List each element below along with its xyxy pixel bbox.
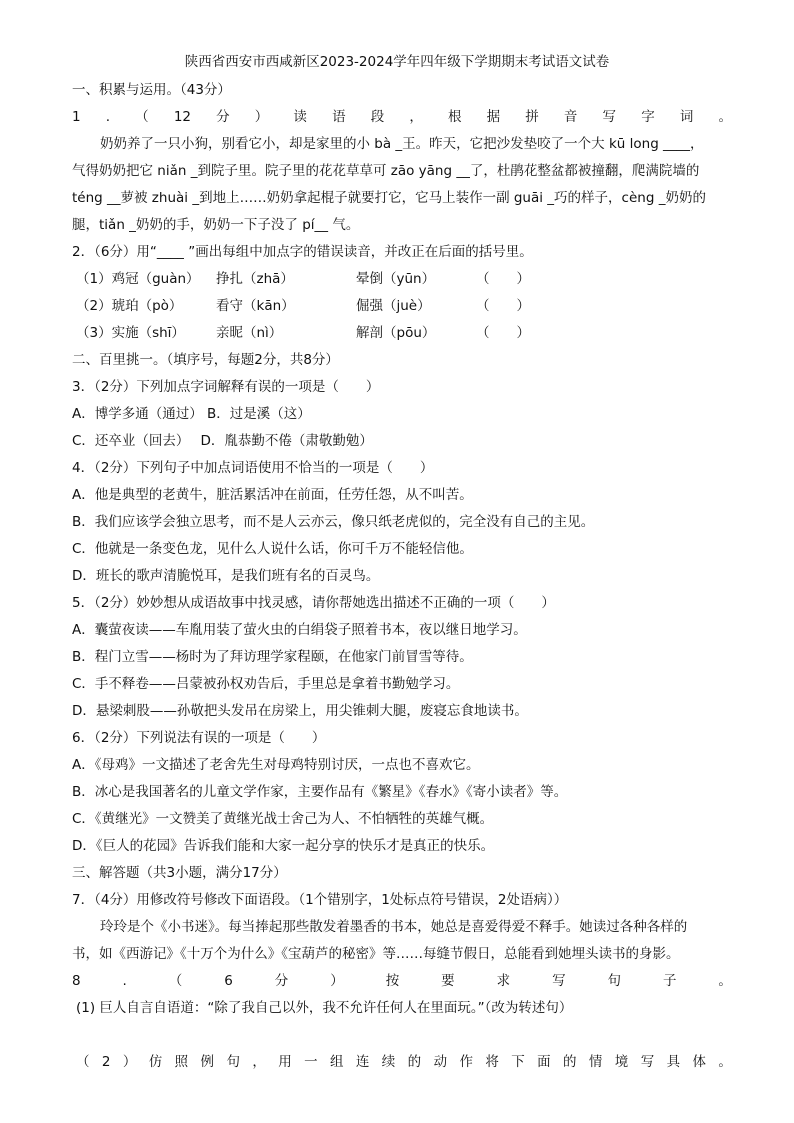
q1-passage-line: 奶奶养了一只小狗，别看它小，却是家里的小 bà _王。昨天，它把沙发垫咬了一个大 kū long ____， (100, 136, 704, 152)
q8-sub2-char: 一 (304, 1054, 318, 1070)
q1-heading-char: （ (135, 109, 149, 125)
q8-heading-char: 按 (385, 973, 400, 989)
q8-sub2-char: （ (76, 1054, 90, 1070)
q4-heading: 4．（2分）下列句子中加点词语使用不恰当的一项是（ ） (72, 460, 434, 476)
q6-heading: 6．（2分）下列说法有误的一项是（ ） (72, 730, 326, 746)
q1-heading (72, 107, 732, 127)
q1-heading-char: 词 (679, 109, 694, 125)
q8-heading-char: （ (168, 973, 183, 989)
q3-option: C．还卒业（回去） D．胤恭勤不倦（肃敬勤勉） (72, 433, 373, 449)
q8-sub2-char: 用 (278, 1054, 292, 1070)
q2-heading: 2．（6分）用“____ ”画出每组中加点字的错误读音，并改正在后面的括号里。 (72, 244, 533, 260)
q2-item: 亲昵（nì） (216, 325, 283, 341)
q4-option: C．他就是一条变色龙，见什么人说什么话，你可千万不能轻信他。 (72, 541, 473, 557)
q8-heading-char: 求 (496, 973, 511, 989)
q8-heading (72, 971, 732, 991)
q8-subquestion-1: (1) 巨人自言自语道：“除了我自己以外，我不允许任何人在里面玩。”（改为转述句） (76, 1000, 573, 1016)
q2-row (76, 323, 732, 343)
q1-heading-char: ） (254, 109, 269, 125)
q4-option: B．我们应该学会独立思考，而不是人云亦云，像只纸老虎似的，完全没有自己的主见。 (72, 514, 595, 530)
q8-heading-char: 分 (274, 973, 289, 989)
page-title: 陕西省西安市西咸新区2023-2024学年四年级下学期期末考试语文试卷 (184, 54, 610, 70)
q8-subquestion-2 (76, 1052, 732, 1072)
q1-passage-line: 腿，tiǎn _奶奶的手，奶奶一下子没了 pí__ 气。 (72, 217, 360, 233)
q6-option: C．《黄继光》一文赞美了黄继光战士舍己为人、不怕牺牲的英雄气概。 (72, 811, 494, 827)
q1-heading-char: 写 (602, 109, 617, 125)
q1-passage-line: 气得奶奶把它 niǎn _到院子里。院子里的花花草草可 zāo yāng __了，杜鹃花整盆都被撞翻，爬满院墙的 (72, 163, 700, 179)
q8-sub2-char: 作 (459, 1054, 473, 1070)
section-1-heading: 一、积累与运用。（43分） (72, 82, 231, 98)
q8-heading-char: 8 (72, 973, 81, 989)
q8-sub2-char: 的 (407, 1054, 422, 1070)
q5-option: C．手不释卷——吕蒙被孙权劝告后，手里总是拿着书勤勉学习。 (72, 676, 460, 692)
q2-answer-blank: （ ） (476, 298, 530, 314)
q2-item: 晕倒（yūn） (356, 271, 436, 287)
q1-heading-char: 段 (370, 109, 385, 125)
q8-sub2-char: 具 (666, 1054, 681, 1070)
q8-sub2-char: 体 (692, 1054, 706, 1070)
q1-heading-char: 音 (563, 109, 578, 125)
q8-sub2-char: 连 (355, 1054, 370, 1070)
q8-sub2-char: 下 (511, 1054, 525, 1070)
q6-option: A．《母鸡》一文描述了老舍先生对母鸡特别讨厌，一点也不喜欢它。 (72, 757, 480, 773)
q8-heading-char: 。 (718, 973, 732, 989)
q8-sub2-char: 句 (226, 1054, 240, 1070)
q1-heading-char: 读 (293, 109, 307, 125)
section-2-heading: 二、百里挑一。（填序号，每题2分，共8分） (72, 352, 339, 368)
q8-heading-char: 子 (662, 973, 677, 989)
q8-heading-char: 写 (552, 973, 566, 989)
q1-heading-char: 语 (332, 109, 346, 125)
q4-option: A．他是典型的老黄牛，脏活累活冲在前面，任劳任怨，从不叫苦。 (72, 487, 473, 503)
q2-item: 看守（kān） (216, 298, 295, 314)
q8-sub2-char: 的 (563, 1054, 577, 1070)
q8-sub2-char: 。 (718, 1054, 732, 1070)
q8-sub2-char: ， (252, 1054, 266, 1070)
q1-heading-char: 拼 (525, 109, 539, 125)
q7-passage-line: 书，如《西游记》《十万个为什么》《宝葫芦的秘密》等……每缝节假日，总能看到她埋头读书的身影。 (72, 946, 680, 962)
q4-option: D．班长的歌声清脆悦耳，是我们班有名的百灵鸟。 (72, 568, 380, 584)
q1-heading-char: 据 (486, 109, 501, 125)
q8-heading-char: ） (330, 973, 344, 989)
q6-option: B．冰心是我国著名的儿童文学作家，主要作品有《繁星》《春水》《寄小读者》等。 (72, 784, 568, 800)
q2-item: 倔强（juè） (356, 298, 431, 314)
q2-answer-blank: （ ） (476, 271, 530, 287)
q8-sub2-char: 面 (537, 1054, 551, 1070)
q2-row (76, 269, 732, 289)
q1-heading-char: 1 (72, 109, 81, 125)
q8-sub2-char: 动 (433, 1054, 448, 1070)
q2-item: （3）实施（shī） (76, 325, 185, 341)
q1-heading-char: 。 (718, 109, 732, 125)
q8-sub2-char: 2 (101, 1054, 111, 1070)
section-3-heading: 三、解答题（共3小题，满分17分） (72, 865, 287, 881)
q2-item: （2）琥珀（pò） (76, 298, 183, 314)
q8-heading-char: . (122, 973, 127, 989)
q1-heading-char: 根 (447, 109, 462, 125)
q1-heading-char: 字 (641, 109, 655, 125)
q8-sub2-char: 照 (174, 1054, 189, 1070)
q8-sub2-char: 续 (381, 1054, 396, 1070)
q1-heading-char: 12 (173, 109, 191, 125)
q8-sub2-char: 写 (640, 1054, 655, 1070)
q2-row (76, 296, 732, 316)
q5-option: D．悬梁刺股——孙敬把头发吊在房梁上，用尖锥刺大腿，废寝忘食地读书。 (72, 703, 528, 719)
q5-option: A．囊萤夜读——车胤用装了萤火虫的白绢袋子照着书本，夜以继日地学习。 (72, 622, 527, 638)
q7-passage-line: 玲玲是个《小书迷》。每当捧起那些散发着墨香的书本，她总是喜爱得爱不释手。她读过各种各样的 (100, 919, 688, 935)
q5-option: B．程门立雪——杨时为了拜访理学家程颐，在他家门前冒雪等待。 (72, 649, 473, 665)
q2-item: 挣扎（zhā） (216, 271, 294, 287)
q8-heading-char: 句 (607, 973, 622, 989)
q5-heading: 5．（2分）妙妙想从成语故事中找灵感，请你帮她选出描述不正确的一项（ ） (72, 595, 555, 611)
q8-heading-char: 6 (224, 973, 233, 989)
q8-sub2-char: 将 (485, 1054, 499, 1070)
q1-heading-char: . (105, 109, 111, 125)
q2-item: 解剖（pōu） (356, 325, 436, 341)
q8-sub2-char: 例 (200, 1054, 215, 1070)
q8-sub2-char: ） (122, 1054, 137, 1070)
q7-heading: 7．（4分）用修改符号修改下面语段。（1个错别字，1处标点符号错误，2处语病）） (72, 892, 568, 908)
q2-item: （1）鸡冠（guàn） (76, 271, 200, 287)
q1-passage-line: téng __萝被 zhuài _到地上……奶奶拿起棍子就要打它，它马上装作一副 guāi _巧的样子，cèng _奶奶的 (72, 190, 706, 206)
q3-option: A．博学多通（通过） B．过是溪（这） (72, 406, 311, 422)
q2-answer-blank: （ ） (476, 325, 530, 341)
q8-heading-char: 要 (441, 973, 455, 989)
q1-heading-char: 分 (216, 109, 230, 125)
q1-heading-char: ， (409, 109, 423, 125)
q8-sub2-char: 仿 (148, 1054, 163, 1070)
q6-option: D．《巨人的花园》告诉我们能和大家一起分享的快乐才是真正的快乐。 (72, 838, 495, 854)
q8-sub2-char: 组 (330, 1054, 344, 1070)
q3-heading: 3．（2分）下列加点字词解释有误的一项是（ ） (72, 379, 380, 395)
q8-sub2-char: 境 (614, 1054, 629, 1070)
q8-sub2-char: 情 (588, 1054, 603, 1070)
